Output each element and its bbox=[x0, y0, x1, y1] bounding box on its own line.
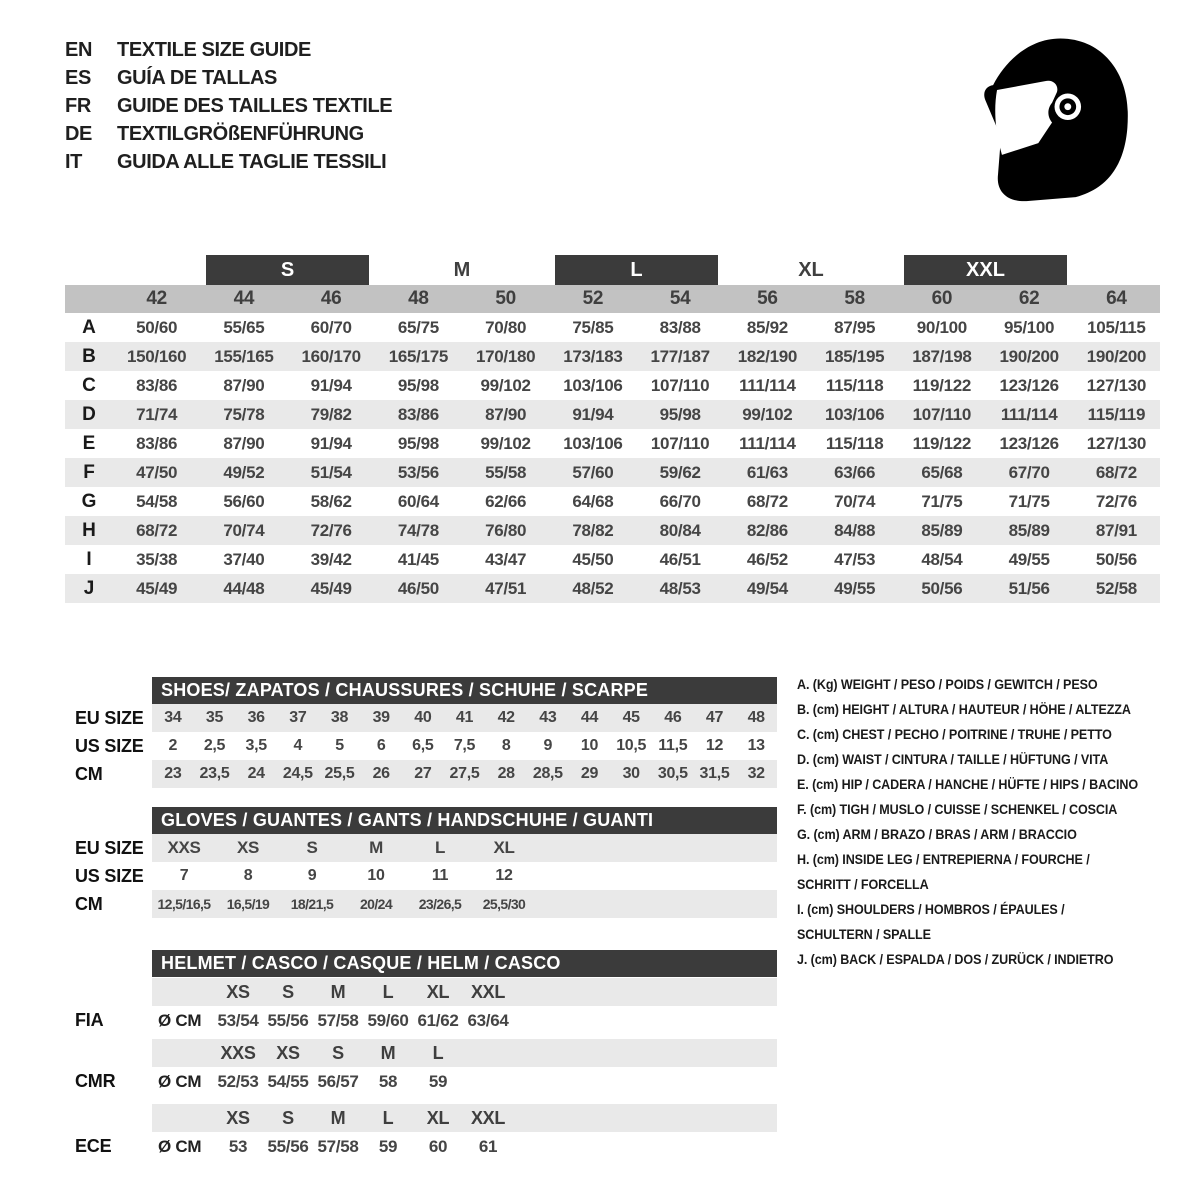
column-header: 62 bbox=[1018, 288, 1040, 309]
column-header: 50 bbox=[495, 288, 516, 309]
size-cell: 24 bbox=[247, 765, 265, 782]
size-cell: 50/56 bbox=[1095, 549, 1137, 569]
size-cell: 10 bbox=[367, 867, 385, 884]
size-cell: 38 bbox=[330, 709, 349, 726]
column-header: 64 bbox=[1106, 288, 1127, 309]
column-header: XS bbox=[276, 1042, 300, 1063]
size-cell: 43/47 bbox=[485, 549, 527, 569]
size-cell: 53/54 bbox=[217, 1010, 259, 1030]
size-cell: 160/170 bbox=[301, 346, 361, 366]
gloves-table-row-label: EU SIZE bbox=[75, 837, 144, 858]
size-cell: 46/52 bbox=[746, 549, 788, 569]
size-cell: 16,5/19 bbox=[226, 896, 270, 912]
legend-line: D. (cm) WAIST / CINTURA / TAILLE / HÜFTUNG / VITA bbox=[797, 752, 1109, 767]
legend-line: C. (cm) CHEST / PECHO / POITRINE / TRUHE / PETTO bbox=[797, 727, 1112, 742]
language-code: ES bbox=[65, 66, 91, 89]
size-cell: 41/45 bbox=[397, 549, 439, 569]
column-header: XXL bbox=[470, 1107, 506, 1128]
size-cell: 3,5 bbox=[245, 737, 267, 754]
size-cell: 31,5 bbox=[699, 765, 730, 782]
size-cell: 55/56 bbox=[267, 1136, 309, 1156]
size-cell: 84/88 bbox=[834, 520, 876, 540]
size-cell: 7,5 bbox=[453, 737, 476, 754]
size-cell: 49/52 bbox=[223, 462, 265, 482]
legend-line: J. (cm) BACK / ESPALDA / DOS / ZURÜCK / INDIETRO bbox=[797, 952, 1114, 967]
size-cell: 45/49 bbox=[310, 578, 352, 598]
helmet-values-row bbox=[152, 1067, 777, 1096]
size-cell: 12 bbox=[495, 867, 513, 884]
size-cell: 61/63 bbox=[746, 462, 788, 482]
column-header: 60 bbox=[931, 288, 953, 309]
size-group-S: S bbox=[206, 255, 369, 285]
size-cell: 115/119 bbox=[1087, 404, 1146, 424]
column-header: L bbox=[382, 981, 394, 1002]
size-cell: 91/94 bbox=[310, 375, 352, 395]
size-cell: 85/89 bbox=[1008, 520, 1050, 540]
size-cell: 9 bbox=[307, 867, 317, 884]
size-cell: 40 bbox=[414, 709, 432, 726]
size-cell: 66/70 bbox=[659, 491, 701, 511]
column-header: 58 bbox=[844, 288, 865, 309]
helmet-sizes-header bbox=[152, 978, 777, 1006]
size-cell: 49/55 bbox=[834, 578, 876, 598]
size-cell: 127/130 bbox=[1086, 375, 1147, 395]
size-cell: 103/106 bbox=[563, 433, 623, 453]
size-cell: 82/86 bbox=[746, 520, 788, 540]
legend-line: I. (cm) SHOULDERS / HOMBROS / ÉPAULES / SCHULTERN / SPALLE bbox=[797, 902, 1065, 942]
size-cell: 39 bbox=[372, 709, 390, 726]
column-header: 52 bbox=[582, 288, 604, 309]
size-cell: 70/80 bbox=[485, 317, 527, 337]
size-cell: 30,5 bbox=[657, 765, 688, 782]
legend-line: G. (cm) ARM / BRAZO / BRAS / ARM / BRACCIO bbox=[797, 827, 1077, 842]
size-cell: 57/58 bbox=[317, 1010, 359, 1030]
size-cell: 23/26,5 bbox=[418, 896, 462, 912]
size-cell: 76/80 bbox=[485, 520, 527, 540]
size-cell: 111/114 bbox=[1000, 404, 1058, 424]
size-cell: 25,5/30 bbox=[482, 896, 526, 912]
size-group-L: L bbox=[555, 255, 718, 285]
size-cell: 28 bbox=[497, 765, 515, 782]
size-cell: 170/180 bbox=[475, 346, 536, 366]
size-cell: 48 bbox=[747, 709, 765, 726]
size-cell: 10,5 bbox=[616, 737, 647, 754]
shoes-table-title: SHOES/ ZAPATOS / CHAUSSURES / SCHUHE / SCARPE bbox=[152, 677, 777, 704]
size-cell: 52/58 bbox=[1095, 578, 1137, 598]
size-cell: 51/56 bbox=[1008, 578, 1050, 598]
language-code: EN bbox=[65, 38, 92, 61]
size-cell: 26 bbox=[372, 765, 390, 782]
row-label: J bbox=[83, 577, 95, 599]
size-cell: 64/68 bbox=[572, 491, 614, 511]
size-cell: 50/56 bbox=[921, 578, 963, 598]
shoes-table-row-label: CM bbox=[75, 763, 103, 784]
legend-line: E. (cm) HIP / CADERA / HANCHE / HÜFTE / HIPS / BACINO bbox=[797, 777, 1139, 792]
row-label: C bbox=[82, 374, 96, 396]
size-cell: 59 bbox=[378, 1136, 398, 1156]
helmet-standard-label: CMR bbox=[75, 1071, 116, 1091]
size-cell: 6 bbox=[376, 737, 386, 754]
column-header: L bbox=[382, 1107, 394, 1128]
size-cell: 119/122 bbox=[912, 375, 972, 395]
column-header: S bbox=[332, 1042, 344, 1063]
size-cell: 57/60 bbox=[572, 462, 614, 482]
helmet-values-row bbox=[152, 1132, 777, 1161]
size-cell: 99/102 bbox=[480, 433, 531, 453]
size-cell: 59/62 bbox=[659, 462, 701, 482]
column-header: M bbox=[330, 1107, 346, 1128]
size-cell: 43 bbox=[539, 709, 557, 726]
size-cell: 90/100 bbox=[916, 317, 967, 337]
size-cell: 111/114 bbox=[739, 375, 796, 395]
size-cell: 35 bbox=[205, 709, 224, 726]
size-cell: 41 bbox=[455, 709, 474, 726]
size-cell: 83/86 bbox=[136, 433, 178, 453]
language-title: GUIDE DES TAILLES TEXTILE bbox=[117, 94, 393, 117]
size-cell: 12,5/16,5 bbox=[157, 896, 211, 912]
size-cell: 87/90 bbox=[223, 433, 265, 453]
size-cell: 123/126 bbox=[999, 433, 1059, 453]
size-cell: 55/56 bbox=[267, 1010, 309, 1030]
size-cell: 150/160 bbox=[126, 346, 187, 366]
gloves-table-row-label: CM bbox=[75, 893, 103, 914]
size-cell: 60/64 bbox=[397, 491, 439, 511]
size-cell: 23,5 bbox=[199, 765, 230, 782]
size-cell: 52/53 bbox=[217, 1071, 259, 1091]
size-cell: 58 bbox=[378, 1071, 398, 1091]
row-label: D bbox=[82, 403, 96, 425]
size-cell: 87/95 bbox=[834, 317, 876, 337]
size-cell: 127/130 bbox=[1086, 433, 1147, 453]
size-cell: 107/110 bbox=[650, 433, 710, 453]
size-cell: 91/94 bbox=[572, 404, 614, 424]
row-label: I bbox=[86, 548, 92, 570]
row-label: B bbox=[82, 345, 96, 367]
language-title: TEXTILE SIZE GUIDE bbox=[117, 38, 311, 61]
size-cell: 5 bbox=[335, 737, 344, 754]
column-header: 54 bbox=[669, 288, 691, 309]
column-header: XL bbox=[426, 981, 450, 1002]
size-cell: 187/198 bbox=[912, 346, 972, 366]
helmet-values-row bbox=[152, 1006, 777, 1035]
size-cell: 105/115 bbox=[1087, 317, 1146, 337]
size-cell: 45/49 bbox=[136, 578, 178, 598]
legend-line: F. (cm) TIGH / MUSLO / CUISSE / SCHENKEL / COSCIA bbox=[797, 802, 1118, 817]
column-header: 48 bbox=[408, 288, 429, 309]
size-cell: 59 bbox=[428, 1071, 448, 1091]
size-cell: 68/72 bbox=[1095, 462, 1137, 482]
helmet-standard-label: FIA bbox=[75, 1010, 104, 1030]
size-cell: 99/102 bbox=[480, 375, 531, 395]
size-cell: 79/82 bbox=[310, 404, 352, 424]
size-cell: 53/56 bbox=[397, 462, 439, 482]
size-cell: 46/50 bbox=[397, 578, 439, 598]
diameter-unit-label: Ø CM bbox=[158, 1136, 202, 1156]
size-cell: 71/74 bbox=[136, 404, 178, 424]
size-cell: XL bbox=[493, 838, 515, 857]
size-cell: 68/72 bbox=[136, 520, 178, 540]
size-cell: 30 bbox=[622, 765, 640, 782]
size-cell: 70/74 bbox=[223, 520, 265, 540]
size-cell: 24,5 bbox=[282, 765, 313, 782]
column-header: XS bbox=[226, 1107, 250, 1128]
size-cell: 8 bbox=[501, 737, 511, 754]
size-cell: 10 bbox=[580, 737, 599, 754]
shoes-table-row-label: US SIZE bbox=[75, 735, 144, 756]
column-header: XL bbox=[426, 1107, 450, 1128]
diameter-unit-label: Ø CM bbox=[158, 1010, 202, 1030]
size-cell: XXS bbox=[167, 838, 201, 857]
gloves-table-title: GLOVES / GUANTES / GANTS / HANDSCHUHE / GUANTI bbox=[152, 807, 777, 834]
size-cell: 177/187 bbox=[650, 346, 710, 366]
size-cell: 34 bbox=[164, 709, 182, 726]
helmet-table-title: HELMET / CASCO / CASQUE / HELM / CASCO bbox=[152, 950, 777, 977]
row-label: H bbox=[82, 519, 96, 541]
size-cell: 75/78 bbox=[223, 404, 265, 424]
size-cell: 8 bbox=[243, 867, 253, 884]
size-cell: 99/102 bbox=[742, 404, 793, 424]
legend-line: B. (cm) HEIGHT / ALTURA / HAUTEUR / HÖHE / ALTEZZA bbox=[797, 702, 1131, 717]
size-cell: 65/68 bbox=[921, 462, 963, 482]
size-cell: 48/52 bbox=[572, 578, 614, 598]
size-cell: L bbox=[434, 838, 446, 857]
helmet-sizes-header bbox=[152, 1104, 777, 1132]
size-cell: 18/21,5 bbox=[290, 896, 334, 912]
size-cell: XS bbox=[236, 838, 260, 857]
size-cell: 71/75 bbox=[1008, 491, 1050, 511]
size-cell: 56/60 bbox=[223, 491, 265, 511]
shoes-table-row-label: EU SIZE bbox=[75, 707, 144, 728]
column-header: L bbox=[432, 1042, 444, 1063]
gloves-table-row-label: US SIZE bbox=[75, 865, 144, 886]
size-cell: 13 bbox=[747, 737, 765, 754]
legend-line: A. (Kg) WEIGHT / PESO / POIDS / GEWITCH / PESO bbox=[797, 677, 1098, 692]
size-cell: 115/118 bbox=[825, 433, 884, 453]
helmet-standard-label: ECE bbox=[75, 1136, 112, 1156]
size-cell: 25,5 bbox=[324, 765, 355, 782]
size-cell: 80/84 bbox=[659, 520, 701, 540]
size-cell: 68/72 bbox=[746, 491, 788, 511]
language-title: TEXTILGRÖßENFÜHRUNG bbox=[117, 122, 364, 145]
size-cell: 103/106 bbox=[824, 404, 885, 424]
size-cell: 27,5 bbox=[449, 765, 480, 782]
size-group-XL: XL bbox=[798, 258, 824, 281]
size-cell: 46 bbox=[664, 709, 682, 726]
size-cell: 107/110 bbox=[912, 404, 972, 424]
column-header: M bbox=[380, 1042, 396, 1063]
size-cell: 78/82 bbox=[572, 520, 614, 540]
size-cell: 72/76 bbox=[1095, 491, 1137, 511]
row-label: G bbox=[81, 490, 97, 512]
size-cell: 48/53 bbox=[659, 578, 701, 598]
size-cell: 2,5 bbox=[203, 737, 226, 754]
column-header: S bbox=[282, 1107, 294, 1128]
size-cell: 39/42 bbox=[310, 549, 352, 569]
size-cell: 95/100 bbox=[1004, 317, 1055, 337]
size-cell: 95/98 bbox=[397, 433, 439, 453]
size-cell: 155/165 bbox=[214, 346, 274, 366]
size-cell: 12 bbox=[705, 737, 724, 754]
size-cell: 37 bbox=[289, 709, 307, 726]
row-label: F bbox=[83, 461, 95, 483]
size-cell: 4 bbox=[293, 737, 303, 754]
size-cell: 182/190 bbox=[737, 346, 798, 366]
size-cell: 83/86 bbox=[136, 375, 178, 395]
size-cell: 67/70 bbox=[1008, 462, 1050, 482]
size-cell: 29 bbox=[580, 765, 599, 782]
size-cell: 27 bbox=[414, 765, 432, 782]
row-label: E bbox=[82, 432, 96, 454]
diameter-unit-label: Ø CM bbox=[158, 1071, 202, 1091]
size-cell: 63/64 bbox=[467, 1010, 509, 1030]
size-cell: 58/62 bbox=[310, 491, 352, 511]
size-cell: 28,5 bbox=[532, 765, 563, 782]
column-header: XXL bbox=[470, 981, 506, 1002]
size-cell: 57/58 bbox=[317, 1136, 359, 1156]
column-header: S bbox=[282, 981, 294, 1002]
size-cell: 85/92 bbox=[746, 317, 788, 337]
size-cell: 47/50 bbox=[136, 462, 178, 482]
size-cell: 87/90 bbox=[223, 375, 265, 395]
size-cell: 44/48 bbox=[223, 578, 265, 598]
size-cell: 61 bbox=[478, 1136, 498, 1156]
column-header: XXS bbox=[220, 1042, 256, 1063]
size-cell: 107/110 bbox=[650, 375, 710, 395]
size-cell: 45 bbox=[622, 709, 640, 726]
size-cell: 59/60 bbox=[367, 1010, 409, 1030]
size-cell: 123/126 bbox=[999, 375, 1059, 395]
size-cell: 37/40 bbox=[223, 549, 265, 569]
size-cell: 53 bbox=[228, 1136, 248, 1156]
helmet-sizes-header bbox=[152, 1039, 777, 1067]
size-cell: 2 bbox=[168, 737, 178, 754]
size-cell: 55/58 bbox=[485, 462, 527, 482]
size-cell: 63/66 bbox=[834, 462, 876, 482]
size-cell: 115/118 bbox=[825, 375, 884, 395]
column-header: 46 bbox=[320, 288, 342, 309]
size-cell: 95/98 bbox=[659, 404, 701, 424]
size-group-XXL: XXL bbox=[904, 255, 1067, 285]
size-cell: 23 bbox=[164, 765, 182, 782]
column-header: 42 bbox=[146, 288, 167, 309]
size-cell: 111/114 bbox=[739, 433, 796, 453]
size-cell: 190/200 bbox=[1086, 346, 1147, 366]
size-cell: 7 bbox=[179, 867, 189, 884]
size-cell: 35/38 bbox=[136, 549, 178, 569]
row-label: A bbox=[82, 316, 96, 338]
size-cell: 42 bbox=[497, 709, 515, 726]
size-cell: 47/51 bbox=[485, 578, 527, 598]
size-cell: 119/122 bbox=[912, 433, 972, 453]
size-cell: 72/76 bbox=[310, 520, 352, 540]
size-cell: 91/94 bbox=[310, 433, 352, 453]
size-cell: 185/195 bbox=[824, 346, 885, 366]
size-cell: 71/75 bbox=[921, 491, 963, 511]
size-cell: 62/66 bbox=[485, 491, 527, 511]
size-cell: 49/54 bbox=[746, 578, 788, 598]
size-cell: 173/183 bbox=[563, 346, 623, 366]
size-cell: 83/86 bbox=[397, 404, 439, 424]
column-header: XS bbox=[226, 981, 250, 1002]
size-cell: 51/54 bbox=[310, 462, 352, 482]
size-cell: 50/60 bbox=[136, 317, 178, 337]
size-cell: 165/175 bbox=[388, 346, 449, 366]
size-cell: 70/74 bbox=[834, 491, 876, 511]
column-header: 44 bbox=[233, 288, 255, 309]
size-cell: 74/78 bbox=[397, 520, 439, 540]
size-cell: 83/88 bbox=[659, 317, 701, 337]
language-title: GUIDA ALLE TAGLIE TESSILI bbox=[117, 150, 387, 173]
size-cell: 75/85 bbox=[572, 317, 614, 337]
size-cell: 60/70 bbox=[310, 317, 352, 337]
size-cell: 9 bbox=[543, 737, 553, 754]
column-header: 56 bbox=[757, 288, 778, 309]
size-cell: 190/200 bbox=[999, 346, 1059, 366]
size-cell: 11 bbox=[431, 867, 449, 884]
size-cell: 103/106 bbox=[563, 375, 623, 395]
size-cell: 6,5 bbox=[412, 737, 434, 754]
size-cell: 47 bbox=[705, 709, 724, 726]
size-cell: 48/54 bbox=[921, 549, 963, 569]
size-cell: 61/62 bbox=[417, 1010, 459, 1030]
language-title: GUÍA DE TALLAS bbox=[117, 66, 277, 89]
measurement-legend bbox=[797, 672, 1143, 972]
size-cell: 44 bbox=[580, 709, 599, 726]
language-code: IT bbox=[65, 150, 82, 173]
size-cell: 55/65 bbox=[223, 317, 265, 337]
language-code: DE bbox=[65, 122, 92, 145]
size-cell: 87/91 bbox=[1095, 520, 1137, 540]
size-cell: 46/51 bbox=[659, 549, 701, 569]
size-cell: 65/75 bbox=[397, 317, 439, 337]
size-cell: 54/58 bbox=[136, 491, 178, 511]
size-cell: 95/98 bbox=[397, 375, 439, 395]
size-cell: 36 bbox=[247, 709, 265, 726]
size-cell: 56/57 bbox=[317, 1071, 359, 1091]
size-cell: 11,5 bbox=[658, 737, 688, 754]
size-cell: 20/24 bbox=[359, 896, 393, 912]
size-cell: 47/53 bbox=[834, 549, 876, 569]
size-cell: 54/55 bbox=[267, 1071, 309, 1091]
size-cell: M bbox=[369, 838, 383, 857]
column-header: M bbox=[330, 981, 346, 1002]
size-cell: 60 bbox=[428, 1136, 448, 1156]
size-cell: 49/55 bbox=[1008, 549, 1050, 569]
size-cell: 45/50 bbox=[572, 549, 614, 569]
size-cell: 32 bbox=[747, 765, 765, 782]
size-cell: S bbox=[306, 838, 318, 857]
language-code: FR bbox=[65, 94, 91, 117]
legend-line: H. (cm) INSIDE LEG / ENTREPIERNA / FOURCHE / SCHRITT / FORCELLA bbox=[797, 852, 1090, 892]
size-cell: 87/90 bbox=[485, 404, 527, 424]
size-group-M: M bbox=[453, 258, 471, 281]
size-cell: 85/89 bbox=[921, 520, 963, 540]
